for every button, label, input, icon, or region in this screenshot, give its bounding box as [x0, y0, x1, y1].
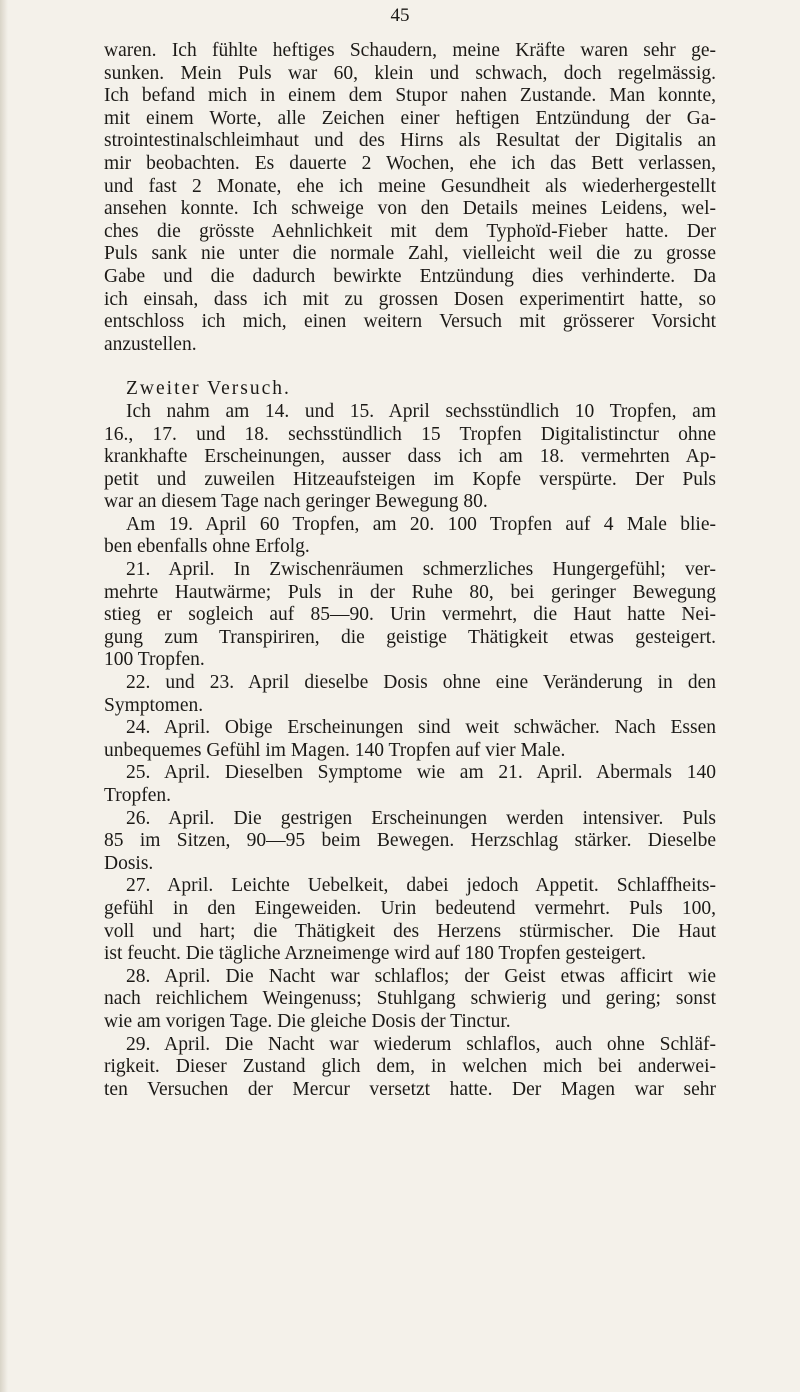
text-line: voll und hart; die Thätigkeit des Herzens stürmischer. Die Haut: [104, 920, 716, 942]
text-line: mir beobachten. Es dauerte 2 Wochen, ehe ich das Bett verlassen,: [104, 152, 716, 174]
text-line: entschloss ich mich, einen weitern Versuch mit grösserer Vorsicht: [104, 311, 716, 333]
text-line: nach reichlichem Weingenuss; Stuhlgang schwierig und gering; sonst: [104, 988, 716, 1010]
text-body: [104, 40, 716, 1101]
text-line: war an diesem Tage nach geringer Bewegung 80.: [104, 491, 488, 513]
paragraph: [104, 875, 716, 965]
paragraph: [104, 514, 716, 559]
text-line: rigkeit. Dieser Zustand glich dem, in welchen mich bei anderwei-: [104, 1056, 716, 1078]
text-line: anzustellen.: [104, 333, 197, 355]
text-line: 21. April. In Zwischenräumen schmerzliches Hungergefühl; ver-: [126, 559, 716, 581]
paragraph: [104, 559, 716, 672]
text-line: ches die grösste Aehnlichkeit mit dem Typhoïd-Fieber hatte. Der: [104, 220, 716, 242]
text-line: ich einsah, dass ich mit zu grossen Dosen experimentirt hatte, so: [104, 288, 716, 310]
text-line: Symptomen.: [104, 694, 204, 716]
page-edge: [0, 0, 8, 1392]
text-line: Tropfen.: [104, 785, 171, 806]
text-line: Am 19. April 60 Tropfen, am 20. 100 Tropfen auf 4 Male blie-: [126, 513, 716, 535]
paragraph: [104, 672, 716, 717]
text-line: 85 im Sitzen, 90—95 beim Bewegen. Herzschlag stärker. Dieselbe: [104, 830, 716, 852]
page-number: 45: [390, 5, 410, 26]
text-line: ansehen konnte. Ich schweige von den Details meines Leidens, wel-: [104, 198, 716, 220]
text-line: ten Versuchen der Mercur versetzt hatte. Der Magen war sehr: [104, 1078, 716, 1100]
paragraph: [104, 1034, 716, 1102]
text-line: krankhafte Erscheinungen, ausser dass ich am 18. vermehrten Ap-: [104, 446, 716, 468]
text-line: unbequemes Gefühl im Magen. 140 Tropfen auf vier Male.: [104, 739, 566, 761]
text-line: gefühl in den Eingeweiden. Urin bedeutend vermehrt. Puls 100,: [104, 897, 716, 919]
text-line: mehrte Hautwärme; Puls in der Ruhe 80, bei geringer Bewegung: [104, 581, 716, 603]
text-line: Ich nahm am 14. und 15. April sechsstündlich 10 Tropfen, am: [126, 400, 716, 422]
section-gap: [104, 356, 716, 378]
text-line: mit einem Worte, alle Zeichen einer heftigen Entzündung der Ga-: [104, 107, 716, 129]
text-line: 25. April. Dieselben Symptome wie am 21. April. Abermals 140: [126, 762, 716, 784]
text-line: 28. April. Die Nacht war schlaflos; der Geist etwas afficirt wie: [126, 965, 716, 987]
text-line: sunken. Mein Puls war 60, klein und schwach, doch regelmässig.: [104, 62, 716, 84]
section-heading: Zweiter Versuch.: [126, 378, 291, 400]
text-line: 29. April. Die Nacht war wiederum schlaflos, auch ohne Schläf-: [126, 1033, 716, 1055]
text-line: strointestinalschleimhaut und des Hirns als Resultat der Digitalis an: [104, 130, 716, 152]
text-line: 100 Tropfen.: [104, 649, 205, 671]
text-line: gung zum Transpiriren, die geistige Thätigkeit etwas gesteigert.: [104, 626, 716, 648]
text-line: petit und zuweilen Hitzeaufsteigen im Kopfe verspürte. Der Puls: [104, 468, 716, 490]
text-line: 26. April. Die gestrigen Erscheinungen werden intensiver. Puls: [126, 807, 716, 829]
paragraph: [104, 40, 716, 356]
paragraph: [104, 808, 716, 876]
text-line: Puls sank nie unter die normale Zahl, vielleicht weil die zu grosse: [104, 243, 716, 265]
text-line: waren. Ich fühlte heftiges Schaudern, meine Kräfte waren sehr ge-: [104, 40, 716, 61]
paragraph: [104, 717, 716, 762]
text-line: ben ebenfalls ohne Erfolg.: [104, 536, 310, 558]
text-line: Ich befand mich in einem dem Stupor nahen Zustande. Man konnte,: [104, 85, 716, 107]
text-line: 16., 17. und 18. sechsstündlich 15 Tropfen Digitalistinctur ohne: [104, 423, 716, 445]
text-line: und fast 2 Monate, ehe ich meine Gesundheit als wiederhergestellt: [104, 175, 716, 197]
text-line: 24. April. Obige Erscheinungen sind weit schwächer. Nach Essen: [126, 717, 716, 739]
paragraph: [104, 762, 716, 807]
paragraph: [104, 378, 716, 514]
text-line: ist feucht. Die tägliche Arzneimenge wird auf 180 Tropfen gesteigert.: [104, 943, 647, 965]
text-line: wie am vorigen Tage. Die gleiche Dosis der Tinctur.: [104, 1010, 511, 1032]
text-line: stieg er sogleich auf 85—90. Urin vermehrt, die Haut hatte Nei-: [104, 604, 716, 626]
text-line: Dosis.: [104, 852, 154, 874]
text-line: Gabe und die dadurch bewirkte Entzündung dies verhinderte. Da: [104, 265, 716, 287]
text-line: 27. April. Leichte Uebelkeit, dabei jedoch Appetit. Schlaffheits-: [126, 875, 716, 897]
paragraph: [104, 966, 716, 1034]
text-line: 22. und 23. April dieselbe Dosis ohne eine Veränderung in den: [126, 672, 716, 694]
